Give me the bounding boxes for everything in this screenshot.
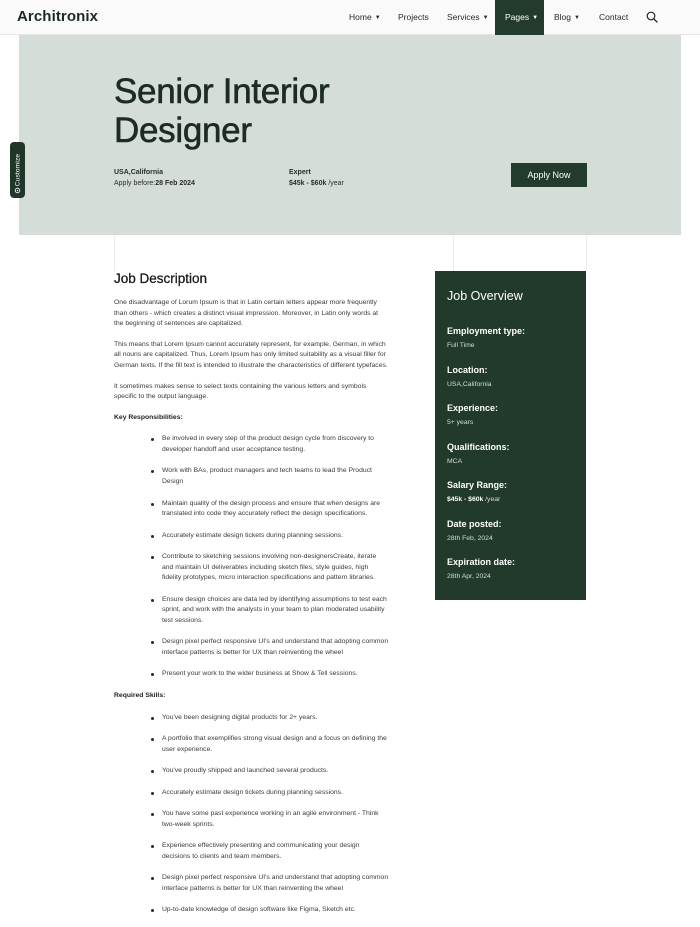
nav-home[interactable] — [349, 0, 381, 35]
overview-label: Expiration date: — [447, 557, 516, 567]
overview-experience — [447, 403, 498, 426]
job-salary: $45k - $60k — [289, 180, 327, 187]
list-item: Accurately estimate design tickets during planning sessions. — [114, 531, 389, 542]
divider — [586, 235, 587, 271]
job-salary-meta — [289, 167, 344, 189]
chevron-down-icon: ▼ — [532, 15, 539, 21]
list-item: Experience effectively presenting and communicating your design decisions to clients and team members. — [114, 841, 389, 862]
overview-label: Location: — [447, 365, 488, 375]
overview-location — [447, 365, 492, 388]
nav-services[interactable] — [447, 0, 489, 35]
description-paragraph: This means that Lorem Ipsum cannot accurately represent, for example, German, in which all nouns are capitalized. Thus, Lorem Ipsum has only limited suitability as a visual filler for German texts. If the fill text is intended to illustrate the characteristics of different typefaces. — [114, 340, 388, 369]
overview-salary-value: $45k - $60k — [447, 496, 484, 503]
list-item: Work with BAs, product managers and tech teams to lead the Product Design — [114, 466, 389, 487]
customize-tab[interactable] — [10, 142, 25, 198]
overview-expiration-date — [447, 557, 515, 580]
overview-employment-type — [447, 326, 525, 349]
overview-value: MCA — [447, 458, 463, 465]
overview-value: 28th Feb, 2024 — [447, 535, 493, 542]
list-item: A portfolio that exemplifies strong visual design and a focus on defining the user experience. — [114, 734, 389, 755]
list-item: You've been designing digital products for 2+ years. — [114, 713, 389, 724]
nav-pages-label: Pages — [505, 12, 530, 22]
navbar — [0, 0, 700, 35]
overview-label: Employment type: — [447, 326, 526, 336]
overview-label: Date posted: — [447, 519, 502, 529]
description-paragraph: It sometimes makes sense to select texts containing the various letters and symbols specific to the output language. — [114, 382, 367, 401]
list-item: Ensure design choices are data led by identifying assumptions to test each sprint, and work with the analysts in your team to plan moderated usability test sessions. — [114, 595, 389, 627]
apply-before-label: Apply before: — [114, 180, 156, 187]
nav-projects-label: Projects — [398, 12, 429, 22]
nav-contact[interactable] — [599, 0, 628, 35]
nav-services-label: Services — [447, 12, 480, 22]
overview-value: 5+ years — [447, 419, 474, 426]
nav-pages[interactable] — [495, 0, 544, 35]
list-item: Accurately estimate design tickets during planning sessions. — [114, 788, 389, 799]
apply-before-date: 28 Feb 2024 — [155, 180, 195, 187]
overview-value — [447, 496, 507, 503]
overview-label: Experience: — [447, 403, 499, 413]
nav-projects[interactable] — [398, 0, 429, 35]
overview-label: Qualifications: — [447, 442, 510, 452]
job-location: USA,California — [114, 169, 164, 176]
nav-blog-label: Blog — [554, 12, 572, 22]
list-item: Be involved in every step of the product design cycle from discovery to developer handoff and user acceptance testing. — [114, 434, 389, 455]
skills-heading: Required Skills: — [114, 691, 166, 699]
job-description — [114, 271, 389, 927]
job-description-heading: Job Description — [114, 271, 208, 286]
list-item: Design pixel perfect responsive UI's and understand that adopting common interface patterns is better for UX than reinventing the wheel — [114, 637, 389, 658]
overview-value: Full Time — [447, 342, 475, 349]
overview-value: 28th Apr, 2024 — [447, 573, 491, 580]
job-salary-unit: /year — [328, 180, 344, 187]
job-overview-heading: Job Overview — [447, 289, 523, 303]
site-logo[interactable]: Architronix — [17, 8, 99, 25]
skills-list — [114, 713, 389, 916]
gear-icon — [14, 187, 21, 194]
apply-now-button[interactable]: Apply Now — [511, 163, 587, 187]
job-level: Expert — [289, 169, 311, 176]
overview-label: Salary Range: — [447, 480, 508, 490]
job-location-meta — [114, 167, 195, 189]
job-overview-card — [435, 271, 586, 600]
description-paragraph: One disadvantage of Lorum Ipsum is that in Latin certain letters appear more frequently than others - which creates a distinct visual impression. Moreover, in Latin only words at the beginning of sentences are capitalized. — [114, 299, 379, 328]
nav-blog[interactable] — [554, 0, 580, 35]
job-title: Senior Interior Designer — [114, 72, 330, 150]
overview-date-posted — [447, 519, 502, 542]
overview-qualifications — [447, 442, 510, 465]
search-icon[interactable] — [646, 11, 658, 23]
job-hero — [19, 35, 681, 235]
overview-value: USA,California — [447, 381, 492, 388]
nav-home-label: Home — [349, 12, 372, 22]
list-item: You have some past experience working in an agile environment - Think two-week sprints. — [114, 809, 389, 830]
overview-salary-suffix: /year — [485, 496, 501, 503]
divider — [453, 235, 454, 271]
chevron-down-icon: ▼ — [574, 15, 580, 21]
chevron-down-icon: ▼ — [482, 15, 489, 21]
list-item: Contribute to sketching sessions involving non-designersCreate, iterate and maintain UI deliverables including sketch files, style guides, high fidelity prototypes, micro interaction specifications and pattern libraries. — [114, 552, 389, 584]
nav-contact-label: Contact — [599, 12, 629, 22]
list-item: You've proudly shipped and launched several products. — [114, 766, 389, 777]
list-item: Up-to-date knowledge of design software like Figma, Sketch etc. — [114, 905, 389, 916]
responsibilities-heading: Key Responsibilities: — [114, 413, 183, 421]
chevron-down-icon: ▼ — [374, 15, 381, 21]
divider — [114, 235, 115, 271]
list-item: Maintain quality of the design process and ensure that when designs are translated into code they accurately reflect the design specifications. — [114, 499, 389, 520]
customize-label: Customize — [14, 153, 21, 187]
list-item: Present your work to the wider business at Show & Tell sessions. — [114, 669, 389, 680]
overview-salary-range — [447, 480, 507, 503]
responsibilities-list — [114, 434, 389, 680]
list-item: Design pixel perfect responsive UI's and understand that adopting common interface patterns is better for UX than reinventing the wheel — [114, 873, 389, 894]
